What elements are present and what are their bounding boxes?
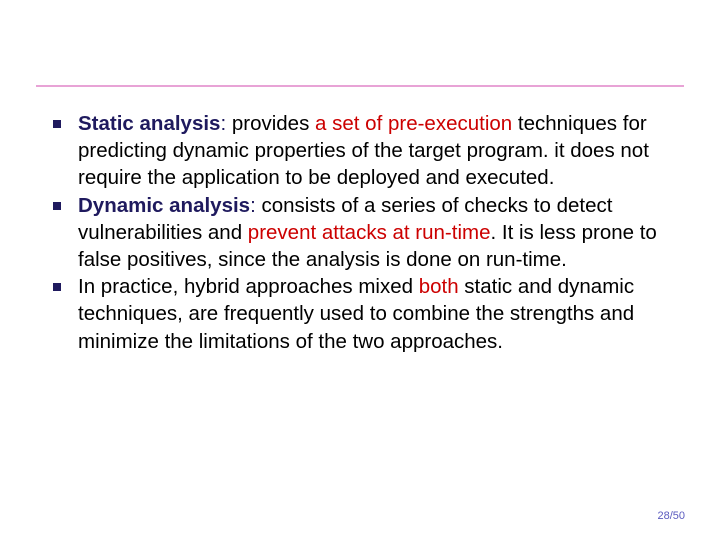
bullet-term-colon: : [220, 112, 227, 135]
square-bullet-icon [53, 283, 61, 291]
bullet-item-hybrid-approaches [52, 273, 684, 355]
bullet-term-colon: : [250, 193, 256, 217]
bullet-term: Static analysis [78, 112, 221, 135]
bullet-highlight-text: a set of pre-execution [315, 112, 513, 135]
square-bullet-icon [53, 202, 61, 210]
bullet-highlight-text: both [418, 275, 459, 299]
bullet-text: consists of a series of checks to detect vulnerabilities and [78, 193, 613, 244]
bullet-text: techniques for predicting dynamic properties of the target program. it does not require the application to be deployed and executed. [78, 112, 649, 190]
page-number: 28/50 [657, 510, 685, 522]
bullet-text: provides [226, 112, 316, 135]
bullet-text: . It is less prone to false positives, since the analysis is done on run-time. [78, 220, 657, 272]
bullet-text: In practice, hybrid approaches mixed [78, 275, 419, 299]
bullet-term: Dynamic analysis [78, 193, 251, 217]
title-divider-line [36, 85, 684, 87]
bullet-text: static and dynamic techniques, are frequently used to combine the strengths and minimize the limitations of the two approaches. [78, 275, 635, 353]
bullet-item-dynamic-analysis [52, 192, 684, 274]
bullet-item-static-analysis [52, 110, 684, 192]
bullet-highlight-text: prevent attacks at run-time [247, 220, 491, 244]
slide-body [52, 110, 684, 355]
square-bullet-icon [53, 120, 61, 128]
